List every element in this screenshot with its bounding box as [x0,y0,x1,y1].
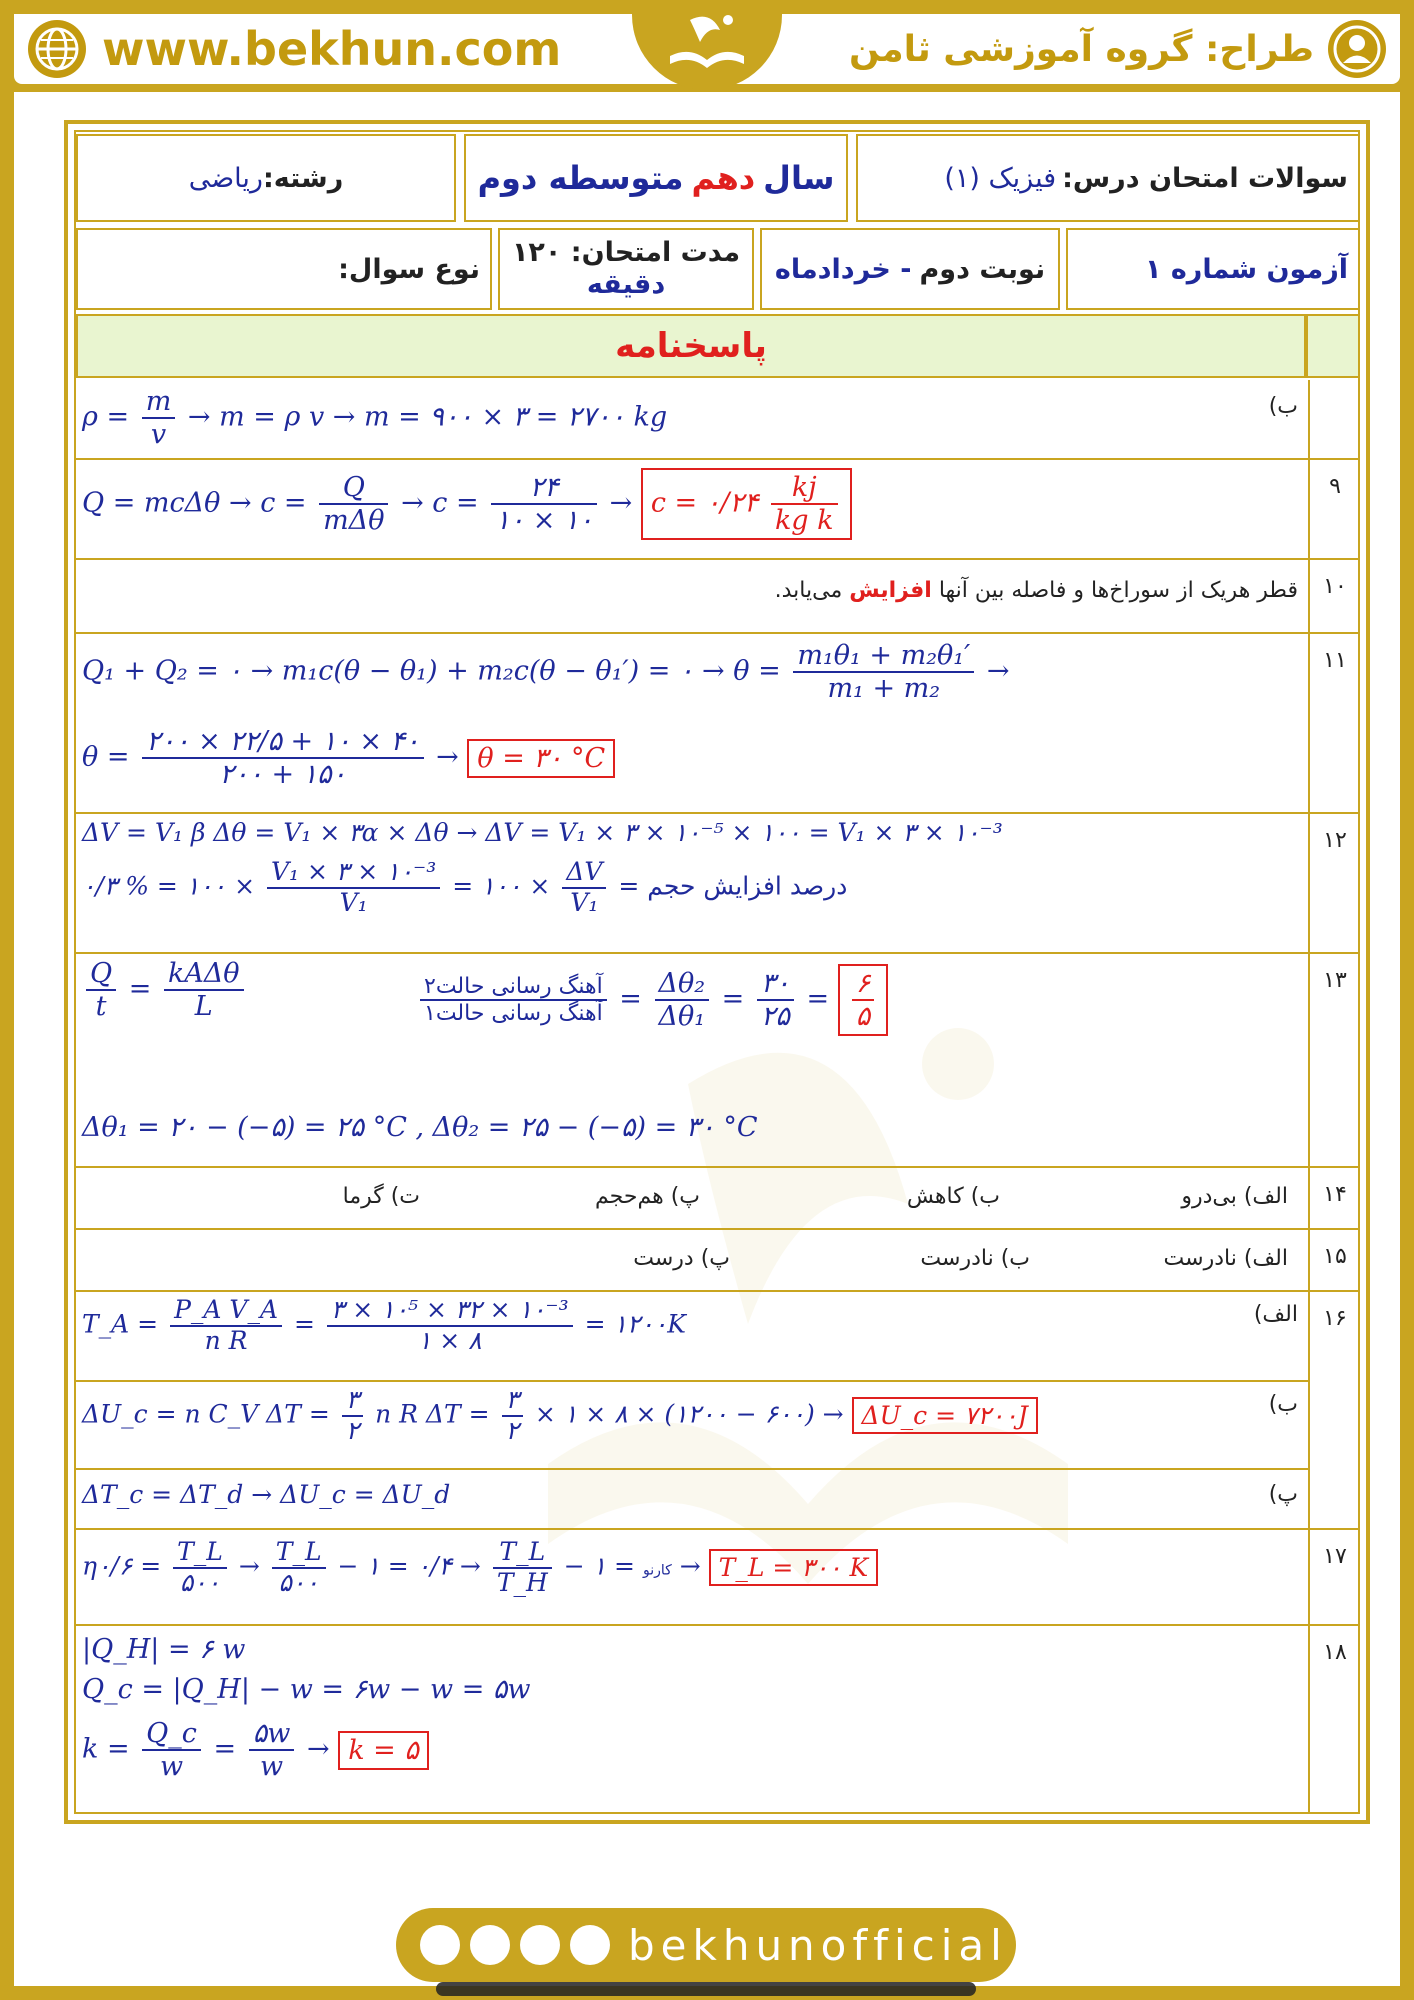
option-b: ب) نادرست [920,1246,1030,1271]
sub-label: پ) [1268,1482,1298,1507]
subject-value: فیزیک (۱) [944,162,1057,194]
specific-heat-equation: Q = mcΔθ → c = $\frac{Q}{\text{mΔθ}}$ → c = $\frac{۲۴}{۱۰ \times ۱۰}$ → c = ۰/۲۴ $\frac{kj}{\text{kg k}}$ [82,468,852,540]
sub-label: ب) [1268,394,1298,419]
rate-ratio-equation: $\frac{\text{آهنگ رسانی حالت۲}}{\text{آهنگ رسانی حالت۱}}$ = $\frac{\text{Δθ₂}}{\text{Δθ₁}}$ = $\frac{۳۰}{۲۵}$ = $\frac{۶}{۵}$ [416,964,888,1036]
sub-row-c [76,1468,1308,1528]
telegram-icon[interactable] [520,1925,560,1965]
temperature-difference-equation: Δθ₁ = ۲۰ − (−۵) = ۲۵ °C , Δθ₂ = ۲۵ − (−۵) = ۳۰ °C [82,1112,758,1143]
boxed-answer: ΔU_c = ۷۲۰۰J [852,1397,1038,1434]
option-c: پ) هم‌حجم [595,1184,700,1209]
heat-cold-equation: Q_c = |Q_H| − w = ۶w − w = ۵w [82,1674,531,1705]
question-number: ۱۱ [1308,634,1360,812]
density-equation: ρ = $\frac{m}{v}$ → m = ρ v → m = ۹۰۰ × ۳ = ۲۷۰۰ kg [82,386,668,451]
temperature-a-equation: T_A = $\frac{\text{P\_A V\_A}}{\text{n R}}$ = $\frac{\text{۳ × ۱۰⁵ × ۳۲ × ۱۰⁻³}}{۱ \times ۸}$ = ۱۲۰۰K [82,1295,686,1355]
energy-equality-equation: ΔT_c = ΔT_d → ΔU_c = ΔU_d [82,1480,451,1509]
question-number: ۹ [1308,460,1360,558]
session-box [760,228,1060,310]
question-number: ۱۵ [1308,1230,1360,1290]
question-number: ۱۳ [1308,954,1360,1166]
boxed-answer: $\frac{۶}{۵}$ [838,964,889,1036]
answer-title: پاسخنامه [76,314,1306,378]
aparat-icon[interactable] [420,1925,460,1965]
option-d: ت) گرما [342,1184,420,1209]
social-handle[interactable]: bekhunofficial [628,1920,1008,1970]
question-number: ۱۸ [1308,1626,1360,1812]
sub-row-b [76,1380,1308,1470]
test-number: آزمون شماره ۱ [1144,253,1348,285]
internal-energy-equation: ΔU_c = n C_V ΔT = $\frac{۳}{۲}$ n R ΔT = $\frac{۳}{۲}$ × ۱ × ۸ × (۱۲۰۰ − ۶۰۰) → ΔU_c = ۷۲۰۰J [82,1386,1038,1446]
site-url-text: www.bekhun.com [102,22,562,76]
answer-row-16 [76,1292,1360,1530]
option-b: ب) کاهش [906,1184,1000,1209]
grade-c: متوسطه دوم [477,159,684,197]
question-number: ۱۰ [1308,560,1360,632]
answer-row-15 [76,1230,1360,1292]
question-number [1308,380,1360,458]
question-number: ۱۲ [1308,814,1360,952]
qtype-label: نوع سوال: [338,253,480,285]
answer-sheet [64,120,1370,1824]
test-box [1066,228,1360,310]
field-box [76,134,456,222]
heat-balance-equation: Q₁ + Q₂ = ۰ → m₁c(θ − θ₁) + m₂c(θ − θ₁′) = ۰ → θ = $\frac{\text{m₁θ₁ + m₂θ₁′}}{\text{m₁ + m₂}}$ → [82,640,1010,705]
designer-credit [849,18,1386,80]
answer-row-11 [76,634,1360,814]
footer-shadow [436,1982,976,1996]
option-a: الف) بی‌درو [1181,1184,1288,1209]
duration-label: مدت امتحان: ۱۲۰ [511,236,741,268]
field-value: ریاضی [188,162,263,194]
sub-label: الف) [1253,1302,1298,1327]
qtype-box [76,228,492,310]
grade-b: دهم [691,159,756,197]
performance-coefficient-equation: k = $\frac{Q\_c}{w}$ = $\frac{۵w}{w}$ → k = ۵ [82,1718,429,1782]
question-number: ۱۷ [1308,1530,1360,1624]
answer-row-9 [76,460,1360,560]
designer-text: طراح: گروه آموزشی ثامن [848,28,1314,70]
percent-increase-equation: درصد افزایش حجم = $\frac{\Delta V}{\text{V₁}}$ × ۱۰۰ = $\frac{\text{V₁ × ۳ × ۱۰⁻³}}{\text{V₁}}$ × ۱۰۰ = % ۰/۳ [82,857,848,917]
youtube-icon[interactable] [470,1925,510,1965]
option-a: الف) نادرست [1163,1246,1288,1271]
grade-a: سال [763,159,835,197]
answer-row-14 [76,1168,1360,1230]
grade-box [464,134,848,222]
volume-expansion-equation: ΔV = V₁ β Δθ = V₁ × ۳α × Δθ → ΔV = V₁ × ۳ × ۱۰⁻⁵ × ۱۰۰ = V₁ × ۳ × ۱۰⁻³ [82,818,1003,847]
question-number: ۱۴ [1308,1168,1360,1228]
carnot-efficiency-equation: η کارنو = ۱ − $\frac{T\_L}{T\_H}$ → ۰/۴ = ۱ − $\frac{T\_L}{۵۰۰}$ → $\frac{T\_L}{۵۰۰}$ = ۰/۶ → T_L = ۳۰۰ K [82,1538,878,1598]
answer-number-header [1306,314,1360,378]
subject-label: سوالات امتحان درس: [1062,162,1348,194]
heat-hot-equation: |Q_H| = ۶ w [82,1634,246,1665]
boxed-answer: T_L = ۳۰۰ K [709,1549,879,1586]
boxed-answer: c = ۰/۲۴ $\frac{kj}{\text{kg k}}$ [641,468,852,540]
instagram-icon[interactable] [570,1925,610,1965]
answer-row-10 [76,560,1360,634]
boxed-answer: θ = ۳۰ °C [467,739,615,778]
site-url[interactable] [28,18,561,80]
globe-icon [28,20,86,78]
duration-unit: دقیقه [586,269,666,300]
user-icon [1328,20,1386,78]
book-logo-icon [650,6,764,80]
answer-row-12 [76,814,1360,954]
subject-box [856,134,1360,222]
question-number: ۱۶ [1308,1292,1360,1528]
social-footer [396,1908,1016,1982]
option-c: پ) درست [633,1246,730,1271]
logo [632,0,782,90]
conduction-rate-equation: $\frac{Q}{t}$ = $\frac{\text{kAΔθ}}{L}$ [82,958,248,1022]
field-label: رشته: [262,162,344,194]
answer-row-17 [76,1530,1360,1626]
session-b: - خردادماه [774,253,912,285]
boxed-answer: k = ۵ [338,1731,429,1770]
sub-row-a [76,1292,1308,1382]
sub-label: ب) [1268,1392,1298,1417]
final-temperature-equation: θ = $\frac{۲۰۰ \times ۲۲/۵ + ۱۰ \times ۴۰}{۲۰۰ + ۱۵۰}$ → θ = ۳۰ °C [82,726,615,790]
answer-row-8b [76,380,1360,460]
answer-text: قطر هریک از سوراخ‌ها و فاصله بین آنها افزایش می‌یابد. [774,578,1298,603]
duration-box [498,228,754,310]
answer-row-13 [76,954,1360,1168]
answer-row-18 [76,1626,1360,1812]
session-a: نوبت دوم [919,253,1046,285]
